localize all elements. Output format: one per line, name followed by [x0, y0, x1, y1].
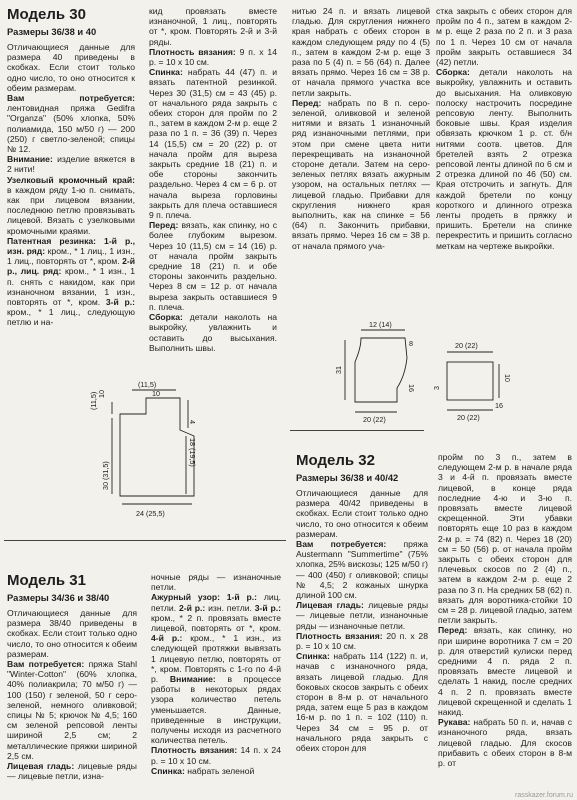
- m31-density: Плотность вязания: 14 п. x 24 р. = 10 x 10 см.: [151, 745, 281, 766]
- m32-sleeves: Рукава: набрать 50 п. и, начав с изнаночного ряда, вязать лицевой гладью. Для скосов прибавить с обеих сторон в 8-м р. от: [438, 717, 572, 769]
- m30-dim-left1: (11,5): [89, 391, 98, 410]
- m30-dim-arm: 18 (19,5): [188, 438, 197, 467]
- m31-front-cont: стка закрыть с обеих сторон для пройм по 4 п., затем в каждом 2-м р. еще 2 раза по 2 п. и 3 раза по 1 п. Через 10 см от начала пройм закрыть оставшиеся 34 (42) петли.: [436, 6, 572, 68]
- m31-dim-c: 16: [407, 384, 416, 392]
- m31-assembly: Сборка: детали наколоть на выкройку, увлажнить и оставить до высыхания. На оливковую полоску настрочить посредине репсовую ленту. Выполнить боковые швы. Края изделия обвязать крючком 1 р. ст. б/н нитями соотв. цветов. Для бретелей взять 2 отрезка репсовой ленты длиной по 6 см и 2 отрезка длиной по 46 (50) см. Края отстрочить и загнуть. Для каждой бретели по концу короткого и длинного отрезка ленты продеть в пряжку и пришить. Бретели на спинке перекрестить и пришить согласно меткам на чертеже выкройки.: [436, 67, 572, 251]
- m30-rib-cont: кид провязать вместе изнаночной, 1 лиц., повторять от *, кром. Повторять 2-й и 3-й ряды.: [149, 6, 277, 47]
- m31-sizes: Размеры 34/36 и 38/40: [7, 592, 110, 603]
- m30-dim-top: (11,5): [138, 380, 157, 389]
- m30-dim-body: 30 (31,5): [101, 461, 110, 490]
- m31-column-1: [7, 572, 137, 800]
- m30-column-1: [7, 6, 135, 372]
- m30-dim-top2: 10: [152, 389, 160, 398]
- m32-intro: Отличающиеся данные для размера 40/42 приведены в скобках. Если стоит только одно число, то оно относится к обеим размерам.: [296, 488, 428, 539]
- m31-dim-i: 20 (22): [457, 413, 480, 422]
- m31-column-2: [151, 572, 281, 800]
- m32-density: Плотность вязания: 20 п. x 28 р. = 10 x 10 см.: [296, 630, 428, 652]
- m30-front: Перед: вязать, как спинку, но с более глубоким вырезом. Через 10 (11,5) см = 14 (16) р. от начала пройм закрыть средние 18 (21) п. и обе стороны закончить раздельно. Через 8 см = 12 р. от начала выреза закрыть оставшиеся 9 п. плеча.: [149, 220, 277, 312]
- m31-materials: Вам потребуется: пряжа Stahl "Winter-Cotton" (60% хлопка, 40% полиакрила; 70 м/50 г) — 100 (150) г зеленой, 50 г серо-зеленой, немного оливковой; спицы № 5; крючок № 4,5; 160 см зеленой репсовой ленты шириной 2,5 см; 2 металлические пряжки шириной 2,5 см.: [7, 659, 137, 761]
- m31-back: Спинка: набрать зеленой: [151, 765, 255, 776]
- m30-column-2: [149, 6, 277, 353]
- m31-top-rule: [4, 540, 286, 541]
- m30-intro: Отличающиеся данные для размера 40 приведены в скобках. Если стоит только одно число, то оно относится к обеим размерам.: [7, 42, 135, 93]
- m30-dim-width: 24 (25,5): [136, 509, 165, 518]
- m32-title: Модель 32: [296, 452, 375, 469]
- m31-column-3: [292, 6, 430, 306]
- m31-dim-d: 31: [334, 366, 343, 374]
- m32-sizes: Размеры 36/38 и 40/42: [296, 472, 399, 483]
- m30-attention: Внимание: изделие вяжется в 2 нити!: [7, 154, 135, 175]
- m31-dim-j: 16: [495, 401, 503, 410]
- m32-materials: Вам потребуется: пряжа Austermann "Summertime" (75% хлопка, 25% вискозы; 125 м/50 г) — 400 (450) г оливковой; спицы № 4,5; 2 кожаных шнурка длиной 100 см.: [296, 539, 429, 601]
- m31-dim-b: 8: [409, 339, 413, 348]
- m32-stockinette: Лицевая гладь: лицевые ряды — лицевые петли, изнаночные ряды — изнаночные петли.: [296, 600, 428, 631]
- m32-top-rule: [290, 430, 424, 431]
- m31-dim-e: 20 (22): [363, 415, 386, 424]
- m30-density: Плотность вязания: 9 п. x 14 р. = 10 x 10 см.: [149, 46, 277, 68]
- m30-rib: Патентная резинка: 1-й р., изн. ряд: кром., * 1 лиц., 1 изн., 1 лиц., повторять от *, кром. 2-й р., лиц. ряд: кром., * 1 изн., 1 п. снять с накидом, как при изнаночном вязании, 1 изн., повторять от *, кром. 3-й р.: кром., * 1 лиц., следующую петлю и на-: [7, 235, 136, 328]
- m31-stockinette: Лицевая гладь: лицевые ряды — лицевые петли, изна-: [7, 761, 137, 782]
- m32-column-2: [438, 452, 572, 796]
- m32-back-cont: пройм по 3 п., затем в следующем 2-м р. в начале ряда 3 и 4-й п. провязать вместе лицевой, в конце ряда последние 4-ю и 3-ю п. провязать вместе лицевой скрещенной. Эти убавки повторять еще 10 раз в каждом 2-м р. = 74 (82) п. Через 18 (20) см = 50 (56) р. от начала пройм закрыть с обеих сторон для плечевых скосов по 2 (4) п., затем в каждом 2-м р. еще 2 раза по 3 п. На средних 58 (62) п. вязать для воротника-стойки 10 см = 28 р. лицевой гладью, затем петли закрыть.: [438, 452, 572, 626]
- m31-front: Перед: набрать по 8 п. серо-зеленой, оливковой и зеленой нитями и вязать 1 изнаночный ряд изнаночными петлями, при этом при смене цвета нити перекрещивать на изнаночной стороне детали. Затем на серо-зеленых петлях вязать ажурным узором, на остальных петлях — лицевой гладью. Прибавки для скругления нижнего края выполнить, как на спинке = 56 (64) п. Закончить прибавки, вязать прямо. Через 16 см = 38 р. от начала прямого уча-: [292, 97, 430, 251]
- m31-dim-h: 3: [432, 386, 441, 390]
- m30-pattern-diagram: [90, 378, 200, 528]
- m30-title: Модель 30: [7, 6, 86, 23]
- m30-materials: Вам потребуется: лентовидная пряжа Gedifra "Organza" (50% хлопка, 50% полиамида, 150 м/50 г) — 200 (250) г светло-зеленой; спицы № 12.: [7, 93, 135, 155]
- m31-title: Модель 31: [7, 572, 86, 589]
- m30-dim-neck: 4: [188, 420, 197, 424]
- m30-assembly: Сборка: детали наколоть на выкройку, увлажнить и оставить до высыхания. Выполнить швы.: [149, 312, 277, 353]
- m31-stockinette-cont: ночные ряды — изнаночные петли.: [151, 572, 281, 593]
- m30-edge: Узелковый кромочный край: в каждом ряду 1-ю п. снимать, как при лицевом вязании, последнюю петлю провязывать лицевой. Вязать с узелковыми кромочными краями.: [7, 174, 135, 236]
- m30-sizes: Размеры 36/38 и 40: [7, 26, 97, 37]
- m32-back: Спинка: набрать 114 (122) п. и, начав с изнаночного ряда, вязать лицевой гладью. Для боковых скосов закрыть с обеих сторон в 8-м р. от начального ряда, затем еще 5 раз в каждом 16-м р. по 1 п. = 102 (110) п. Через 34 см = 95 р. от начального ряда закрыть с обеих сторон для: [296, 651, 428, 754]
- m30-dim-left2: 10: [97, 390, 106, 398]
- m32-column-1: [296, 452, 428, 800]
- m31-pattern-diagram: [335, 318, 575, 428]
- m31-dim-f: 20 (22): [455, 341, 478, 350]
- watermark: rasskazer.forum.ru: [515, 792, 573, 799]
- m31-intro: Отличающиеся данные для размера 38/40 приведены в скобках. Если стоит только одно число, то оно относится к обеим размерам.: [7, 608, 137, 659]
- m31-lace: Ажурный узор: 1-й р.: лиц. петли. 2-й р.: изн. петли. 3-й р.: кром., * 2 п. провязать вместе лицевой, повторять от *, кром. 4-й р.: кром., * 1 изн., из следующей протяжки вывязать 1 лицевую петлю, повторять от *, кром. Повторять с 1-го по 4-й р. Внимание: в процессе работы в некоторых рядах узора количество петель уменьшается. Данные, приведенные в инструкции, получены исходя из расчетного количества петель.: [151, 592, 282, 746]
- m30-back: Спинка: набрать 44 (47) п. и вязать патентной резинкой. Через 30 (31,5) см = 43 (45) р. от начального ряда закрыть с обеих сторон для пройм по 2 п., затем в каждом 2-м р. еще 2 раза по 1 п. = 36 (39) п. Через 14 (15,5) см = 20 (22) р. от начала пройм для выреза закрыть средние 18 (21) п. и обе стороны закончить раздельно. Через 4 см = 6 р. от начала выреза горловины закрыть для плеча оставшиеся 9 п. плеча.: [149, 67, 277, 221]
- m31-dim-a: 12 (14): [369, 320, 392, 329]
- m31-column-4: [436, 6, 572, 306]
- m31-back-cont: нитью 24 п. и вязать лицевой гладью. Для скругления нижнего края набрать с обеих сторон в каждом следующем ряду по 4 (5) п., затем в каждом 2-м р. еще 3 раза по 5 (4) п. = 56 (64) п. Далее вязать прямо. Через 16 см = 38 р. от начала прямого участка все петли закрыть.: [292, 6, 430, 98]
- m32-front: Перед: вязать, как спинку, но при ширине воротника 7 см = 20 р. для отверстий кулиски перед средними 4 п. ряда 2 п. провязать вместе лицевой и сделать 1 накид, после средних 4 п. 2 п. провязать вместе лицевой скрещенной и сделать 1 накид.: [438, 625, 572, 718]
- m31-dim-g: 10: [503, 374, 512, 382]
